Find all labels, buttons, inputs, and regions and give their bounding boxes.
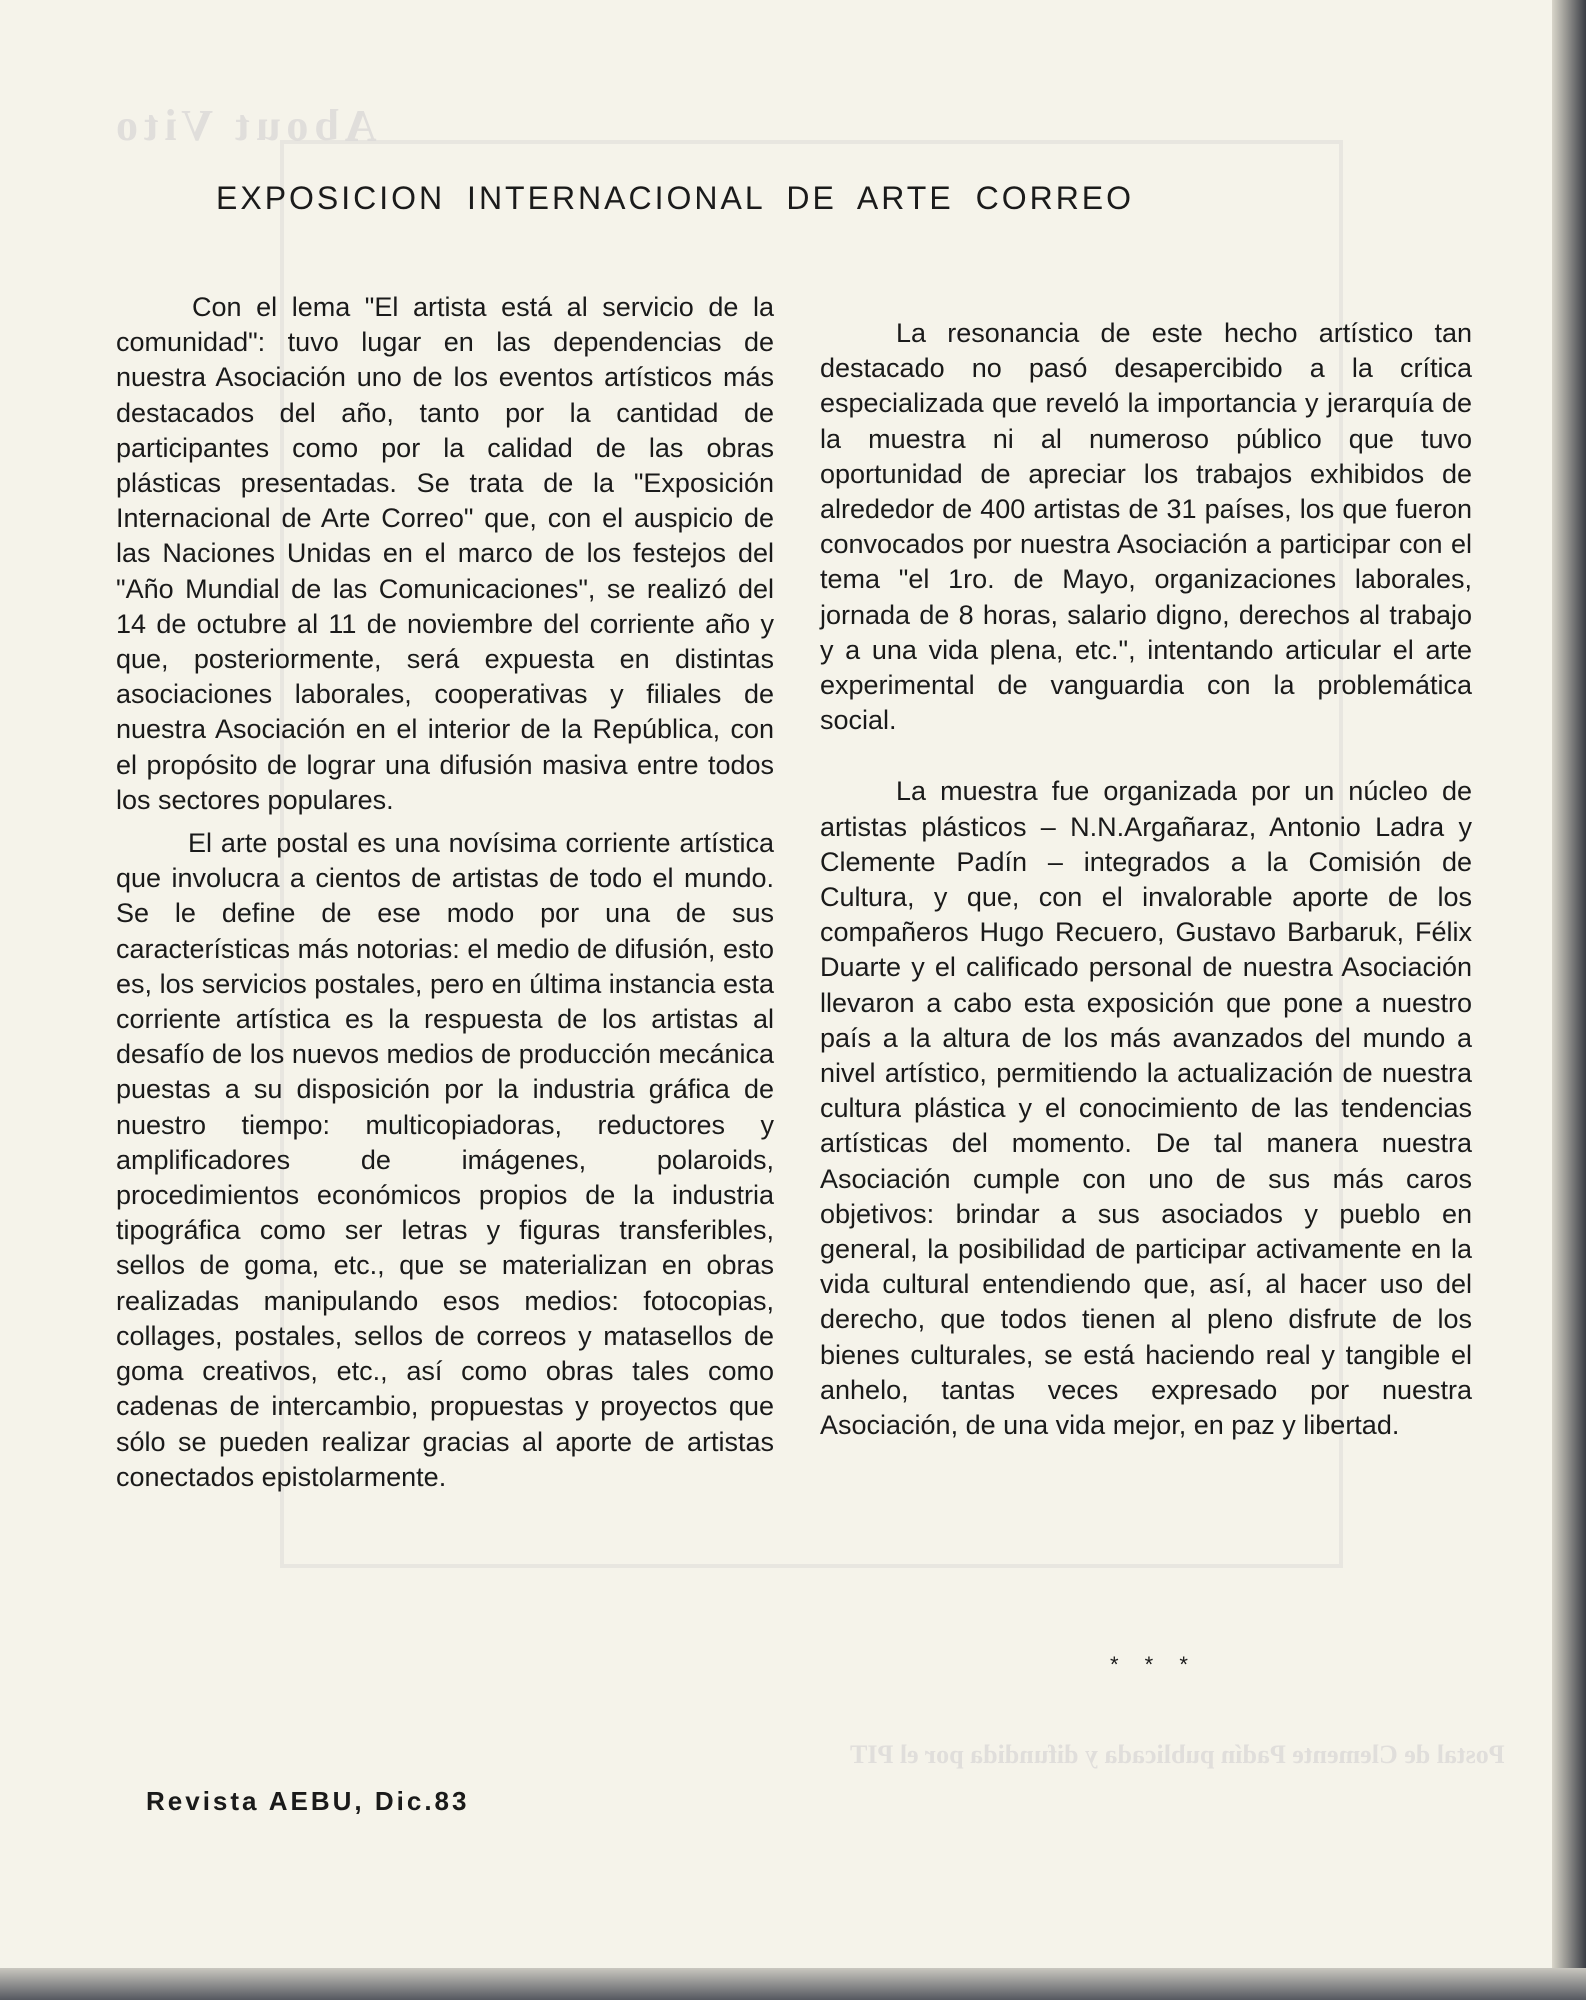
left-paragraph-1: Con el lema "El artista está al servicio de la comunidad": tuvo lugar en las dependencias de nuestra Asociación uno de los eventos artísticos más destacados del año, tanto por la cantidad de participantes como por la calidad de las obras plásticas presentadas. Se trata de la "Exposición Internacional de Arte Correo" que, con el auspicio de las Naciones Unidas en el marco de los festejos del "Año Mundial de las Comunicaciones", se realizó del 14 de octubre al 11 de noviembre del corriente año y que, posteriormente, será expuesta en distintas asociaciones laborales, cooperativas y filiales de nuestra Asociación en el interior de la República, con el propósito de lograr una difusión masiva entre todos los sectores populares. (116, 292, 774, 815)
right-paragraph-1: La resonancia de este hecho artístico tan destacado no pasó desapercibido a la crítica especializada que reveló la importancia y jerarquía de la muestra ni al numeroso público que tuvo oportunidad de apreciar los trabajos exhibidos de alrededor de 400 artistas de 31 países, los que fueron convocados por nuestra Asociación a participar con el tema "el 1ro. de Mayo, organizaciones laborales, jornada de 8 horas, salario digno, derechos al trabajo y a una vida plena, etc.", intentando articular el arte experimental de vanguardia con la problemática social. (820, 318, 1472, 736)
right-paragraph-2: La muestra fue organizada por un núcleo de artistas plásticos – N.N.Argañaraz, Antonio Ladra y Clemente Padín – integrados a la Comisión de Cultura, y que, con el invalorable aporte de los compañeros Hugo Recuero, Gustavo Barbaruk, Félix Duarte y el calificado personal de nuestra Asociación llevaron a cabo esta exposición que pone a nuestro país a la altura de los más avanzados del mundo a nivel artístico, permitiendo la actualización de nuestra cultura plástica y el conocimiento de las tendencias artísticas del momento. De tal manera nuestra Asociación cumple con uno de sus más caros objetivos: brindar a sus asociados y pueblo en general, la posibilidad de participar activamente en la vida cultural entendiendo que, así, al hacer uso del derecho, que todos tienen al pleno disfrute de los bienes culturales, se está haciendo real y tangible el anhelo, tantas veces expresado por nuestra Asociación, de una vida mejor, en paz y libertad. (820, 776, 1472, 1441)
bleed-through-heading: About Vito (110, 101, 377, 150)
bleed-through-caption: Postal de Clemente Padín publicada y difundida por el PIT (850, 1740, 1505, 1769)
scan-edge-right (1552, 0, 1586, 2000)
section-separator: * * * (1110, 1652, 1198, 1677)
left-paragraph-2: El arte postal es una novísima corriente artística que involucra a cientos de artistas de todo el mundo. Se le define de ese modo por una de sus características más notorias: el medio de difusión, esto es, los servicios postales, pero en última instancia esta corriente artística es la respuesta de los artistas al desafío de los nuevos medios de producción mecánica puestas a su disposición por la industria gráfica de nuestro tiempo: multicopiadoras, reductores y amplificadores de imágenes, polaroids, procedimientos económicos propios de la industria tipográfica como ser letras y figuras transferibles, sellos de goma, etc., que se materializan en obras realizadas manipulando esos medios: fotocopias, collages, postales, sellos de correos y matasellos de goma creativos, etc., así como obras tales como cadenas de intercambio, propuestas y proyectos que sólo se pueden realizar gracias al aporte de artistas conectados epistolarmente. (116, 828, 774, 1492)
right-column (820, 316, 1472, 1443)
article-title: EXPOSICION INTERNACIONAL DE ARTE CORREO (216, 180, 1135, 216)
left-column (116, 290, 774, 1495)
source-citation: Revista AEBU, Dic.83 (146, 1786, 470, 1816)
scan-edge-bottom (0, 1968, 1586, 2000)
